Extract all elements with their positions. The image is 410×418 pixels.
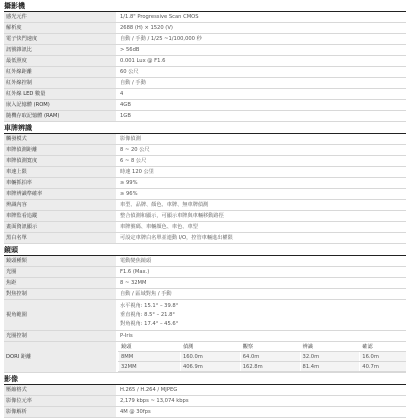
section-lens: 鏡頭 [4,246,18,254]
spec-value [116,300,406,330]
spec-value: 8 ~ 32MM [120,280,147,286]
spec-value: 自動 / 手動 [120,80,146,86]
spec-label: 光圈控制 [4,331,116,341]
spec-value: ≥ 99% [120,180,138,186]
spec-label: 嵌入記憶體 (ROM) [4,100,116,110]
spec-label: 辨識內容 [4,200,116,210]
spec-label: 感光元件 [4,12,116,22]
spec-row [4,156,406,167]
spec-label: 鏡頭種類 [4,256,116,266]
spec-label: 訊號雜訊比 [4,45,116,55]
spec-row [4,23,406,34]
dori-header: 偵測 [180,342,240,352]
spec-row [4,396,406,407]
section-video: 影像 [4,375,18,383]
spec-label: 車牌偵測寬度 [4,156,116,166]
spec-value: 車牌號碼、車輛顏色、車色、車型 [120,224,198,230]
spec-row [4,233,406,244]
spec-value: P-Iris [120,333,133,339]
spec-label: 壓縮格式 [4,385,116,395]
spec-row [4,145,406,156]
dori-data-row [119,352,407,362]
spec-label: DORI 距離 [4,342,116,372]
spec-row [4,178,406,189]
fov-diagonal: 對角視角: 17.4° – 45.6° [120,321,179,327]
spec-row [4,100,406,111]
spec-label: 畫面資訊顯示 [4,222,116,232]
spec-value: 4M @ 30fps [120,409,151,415]
section-lpr: 車牌辨識 [4,124,32,132]
spec-row [4,189,406,200]
dori-cell: 16.0m [360,352,406,362]
spec-row [4,267,406,278]
spec-label: 最低照度 [4,56,116,66]
spec-label: 光圈 [4,267,116,277]
dori-header: 觀察 [240,342,300,352]
spec-value: 影像偵測 [120,136,141,142]
spec-row [4,256,406,267]
spec-label: 車輛抓拍率 [4,178,116,188]
lens-spec-table [0,256,410,300]
spec-row-iris [4,331,406,342]
spec-value: 8 ~ 20 公尺 [120,147,150,153]
dori-cell: 8MM [119,352,181,362]
spec-value: 可設定車牌白名單並連動 I/O，控管車輛進出權限 [120,235,233,241]
dori-data-row [119,362,407,372]
spec-value: 整合偵測和顯示，可顯示車牌與車輛移動路徑 [120,213,224,219]
lpr-spec-table [0,134,410,244]
spec-sheet [0,2,410,415]
dori-cell: 32MM [119,362,181,372]
spec-label: 車牌偵測距離 [4,145,116,155]
spec-row [4,134,406,145]
spec-label: 影像解析 [4,407,116,417]
dori-row [4,342,406,373]
camera-spec-table [0,12,410,122]
spec-label: 觸發模式 [4,134,116,144]
dori-cell: 160.0m [180,352,240,362]
spec-value: 車型、品牌、顏色、車牌、無車牌偵測 [120,202,209,208]
spec-value: 0.001 Lux @ F1.6 [120,58,166,64]
dori-cell: 40.7m [360,362,406,372]
dori-cell: 406.9m [180,362,240,372]
section-camera: 攝影機 [4,2,25,10]
spec-value: 自動 / 區域對焦 / 手動 [120,291,172,297]
dori-table [118,342,406,372]
video-spec-table [0,385,410,418]
spec-label: 車牌監看追蹤 [4,211,116,221]
spec-value: F1.6 (Max.) [120,269,150,275]
spec-value: 4 [120,91,124,97]
spec-row [4,111,406,122]
spec-row [4,167,406,178]
dori-header: 辨識 [300,342,360,352]
spec-row [4,45,406,56]
dori-header-row [119,342,407,352]
dori-cell: 162.8m [240,362,300,372]
spec-row [4,385,406,396]
spec-row [4,34,406,45]
spec-row [4,56,406,67]
spec-row [4,211,406,222]
spec-label: 紅外線控制 [4,78,116,88]
spec-value: 時速 120 公里 [120,169,154,175]
spec-value: ≥ 96% [120,191,138,197]
spec-value: 1GB [120,113,131,119]
spec-value: H.265 / H.264 / MJPEG [120,387,178,393]
dori-header: 確認 [360,342,406,352]
spec-label: 電子快門速度 [4,34,116,44]
spec-label: 車速上限 [4,167,116,177]
spec-label: 影像位元率 [4,396,116,406]
spec-value: 2,179 kbps ~ 13,074 kbps [120,398,189,404]
spec-row [4,67,406,78]
spec-value: > 56dB [120,47,140,53]
spec-row [4,289,406,300]
spec-value: 6 ~ 8 公尺 [120,158,147,164]
spec-label: 紅外線距離 [4,67,116,77]
spec-row [4,278,406,289]
spec-value: 自動 / 手動 / 1/25 ~1/100,000 秒 [120,36,202,42]
dori-cell: 81.4m [300,362,360,372]
spec-value: 電動變焦鏡頭 [120,258,152,264]
spec-value: 2688 (H) × 1520 (V) [120,25,173,31]
spec-row [4,12,406,23]
spec-row [4,89,406,100]
spec-row [4,222,406,233]
spec-value: 4GB [120,102,131,108]
spec-row [4,200,406,211]
spec-label: 視角範圍 [4,300,116,330]
spec-row [4,78,406,89]
spec-value: 60 公尺 [120,69,139,75]
spec-label: 焦距 [4,278,116,288]
spec-label: 對焦控制 [4,289,116,299]
fov-vertical: 垂直視角: 8.5° – 21.8° [120,312,176,318]
spec-label: 紅外線 LED 數量 [4,89,116,99]
spec-value: 1/1.8" Progressive Scan CMOS [120,14,199,20]
spec-row-fov [4,300,406,331]
spec-label: 黑白名單 [4,233,116,243]
dori-header: 鏡頭 [119,342,181,352]
spec-label: 車牌辨識準確率 [4,189,116,199]
dori-cell: 64.0m [240,352,300,362]
spec-label: 隨機存取記憶體 (RAM) [4,111,116,121]
spec-label: 解析度 [4,23,116,33]
dori-cell: 32.0m [300,352,360,362]
spec-row [4,407,406,418]
fov-horizontal: 水平視角: 15.1° – 39.8° [120,303,179,309]
